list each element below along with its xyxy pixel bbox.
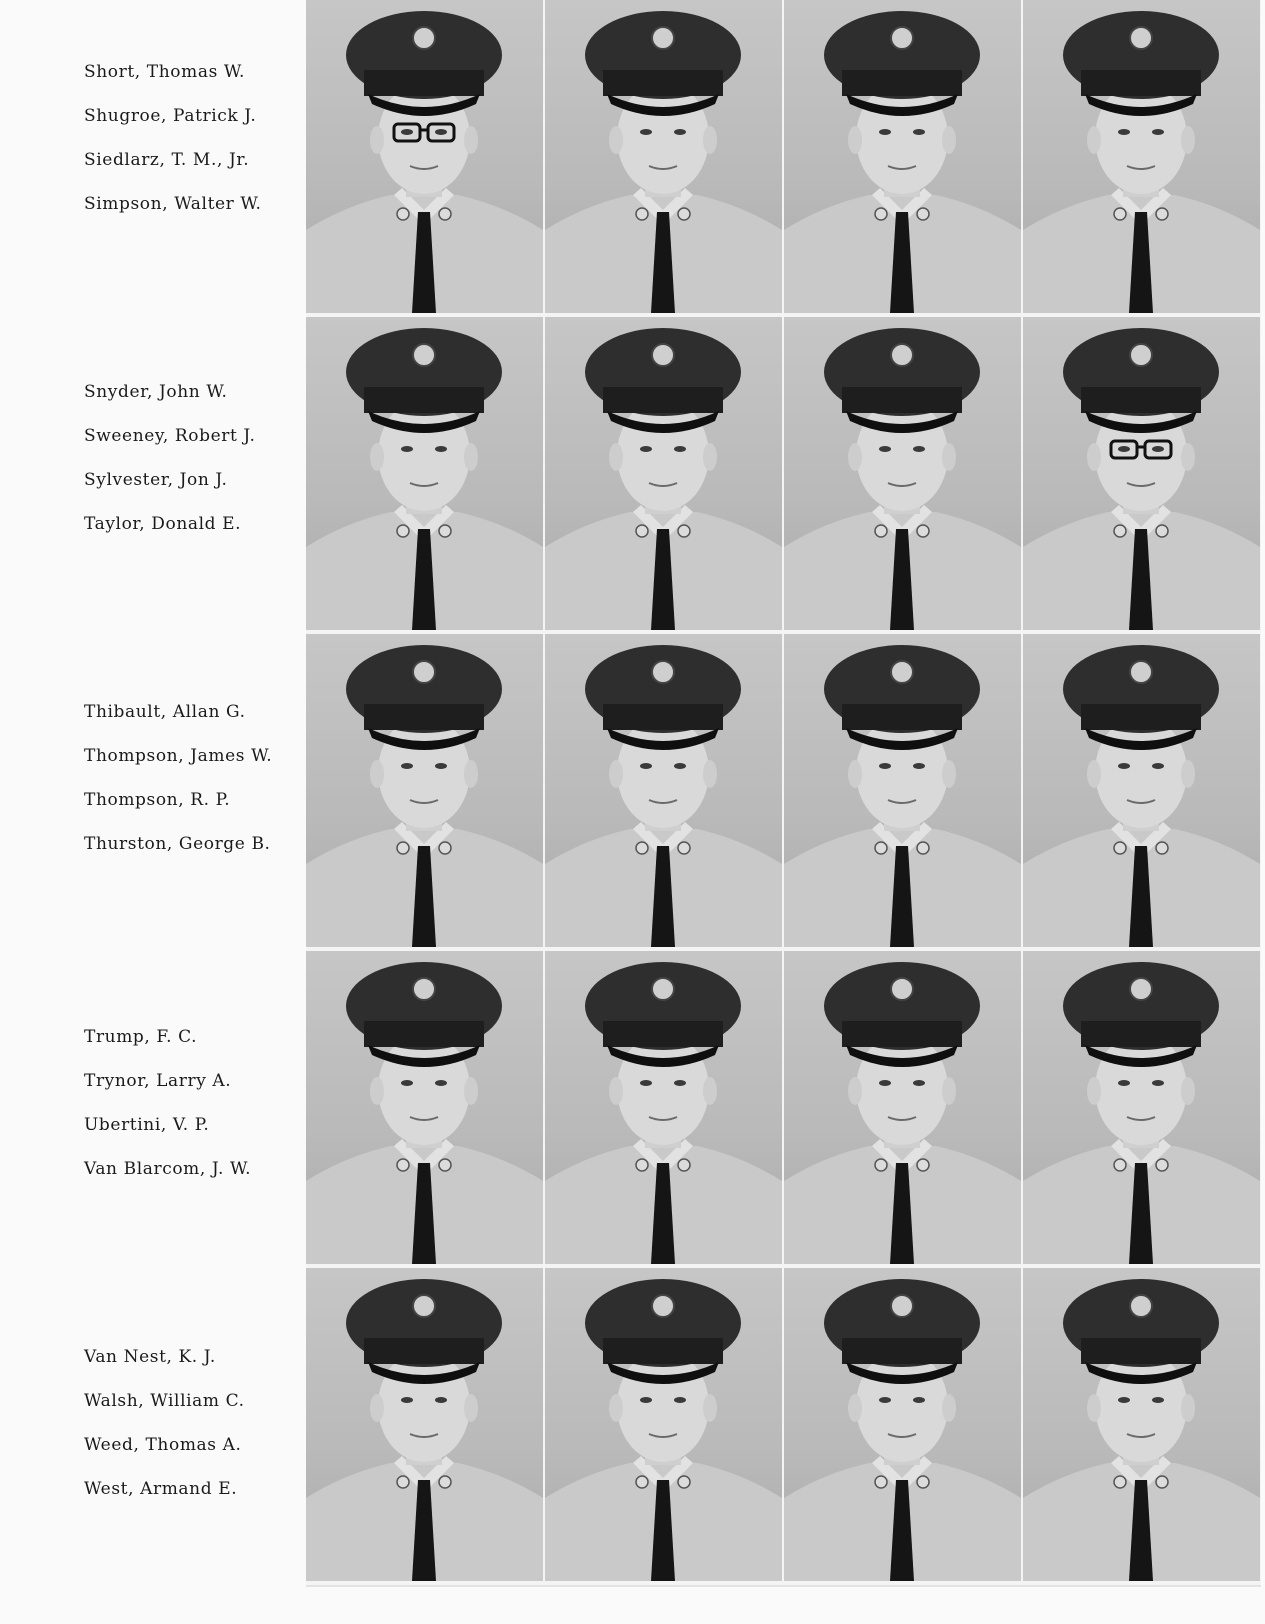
cap-band [1081,1338,1201,1364]
ear-shape [848,1394,862,1422]
name-label: Trump, F. C. [84,1027,198,1047]
name-label: Sweeney, Robert J. [84,426,256,446]
collar-insignia [397,1159,409,1171]
collar-insignia [1114,1476,1126,1488]
cap-badge [413,27,435,49]
cap-badge [413,1295,435,1317]
ear-shape [1181,1394,1195,1422]
name-label: Thompson, R. P. [84,790,231,810]
eye-shape [1118,129,1130,135]
cap-badge [413,344,435,366]
ear-shape [609,126,623,154]
ear-shape [370,1077,384,1105]
eye-shape [401,1080,413,1086]
portrait-photo [784,0,1021,313]
collar-insignia [875,1476,887,1488]
portrait-grid [306,0,1261,1585]
eye-shape [674,129,686,135]
eye-shape [879,763,891,769]
ear-shape [703,1394,717,1422]
eye-shape [913,1397,925,1403]
name-list-row-4 [84,1015,304,1191]
portrait-illustration [784,634,1021,947]
portrait-illustration [545,951,782,1264]
cap-band [842,704,962,730]
eye-shape [640,1397,652,1403]
cap-band [842,1021,962,1047]
portrait-illustration [1023,1268,1260,1581]
ear-shape [464,443,478,471]
eye-shape [435,1397,447,1403]
portrait-photo [784,634,1021,947]
name-label: Shugroe, Patrick J. [84,106,257,126]
ear-shape [942,760,956,788]
portrait-photo [1023,1268,1260,1581]
ear-shape [464,126,478,154]
ear-shape [1181,760,1195,788]
collar-insignia [1114,208,1126,220]
ear-shape [848,1077,862,1105]
portrait-photo [306,1268,543,1581]
collar-insignia [1156,208,1168,220]
cap-badge [891,1295,913,1317]
cap-band [603,1021,723,1047]
ear-shape [1181,443,1195,471]
eye-shape [435,446,447,452]
portrait-illustration [1023,317,1260,630]
eye-shape [913,446,925,452]
cap-badge [891,978,913,1000]
eye-shape [879,1080,891,1086]
ear-shape [464,1077,478,1105]
portrait-photo [545,317,782,630]
eye-shape [879,1397,891,1403]
eye-shape [879,446,891,452]
collar-insignia [678,842,690,854]
ear-shape [1087,1077,1101,1105]
collar-insignia [439,842,451,854]
collar-insignia [397,1476,409,1488]
collar-insignia [875,842,887,854]
name-label: Short, Thomas W. [84,62,246,82]
portrait-illustration [306,0,543,313]
ear-shape [942,1394,956,1422]
collar-insignia [1156,842,1168,854]
ear-shape [848,443,862,471]
eye-shape [674,1397,686,1403]
cap-band [842,387,962,413]
portrait-illustration [306,1268,543,1581]
name-label: West, Armand E. [84,1479,238,1499]
eye-shape [1118,1397,1130,1403]
portrait-illustration [1023,951,1260,1264]
page-edge-divider [306,1585,1261,1587]
eye-shape [1118,446,1130,452]
collar-insignia [1114,842,1126,854]
portrait-illustration [784,1268,1021,1581]
cap-band [364,387,484,413]
collar-insignia [1156,525,1168,537]
ear-shape [464,760,478,788]
eye-shape [1152,1397,1164,1403]
eye-shape [1118,763,1130,769]
eye-shape [401,763,413,769]
portrait-illustration [306,317,543,630]
collar-insignia [917,842,929,854]
cap-band [1081,704,1201,730]
collar-insignia [636,842,648,854]
name-label: Van Nest, K. J. [84,1347,216,1367]
ear-shape [370,126,384,154]
cap-band [603,387,723,413]
cap-badge [1130,661,1152,683]
portrait-photo [306,317,543,630]
cap-band [364,704,484,730]
collar-insignia [1156,1476,1168,1488]
eye-shape [674,1080,686,1086]
name-label: Thompson, James W. [84,746,273,766]
cap-band [364,1021,484,1047]
cap-badge [413,661,435,683]
cap-badge [891,27,913,49]
eye-shape [674,446,686,452]
collar-insignia [875,525,887,537]
ear-shape [370,443,384,471]
portrait-photo [1023,951,1260,1264]
collar-insignia [636,208,648,220]
name-label: Simpson, Walter W. [84,194,262,214]
eye-shape [913,129,925,135]
cap-band [603,704,723,730]
name-label: Snyder, John W. [84,382,228,402]
portrait-illustration [545,0,782,313]
collar-insignia [636,1159,648,1171]
eye-shape [640,1080,652,1086]
collar-insignia [439,208,451,220]
portrait-photo [784,1268,1021,1581]
collar-insignia [397,842,409,854]
portrait-photo [784,317,1021,630]
eye-shape [1152,763,1164,769]
ear-shape [1087,126,1101,154]
cap-badge [652,661,674,683]
cap-badge [1130,1295,1152,1317]
portrait-illustration [784,951,1021,1264]
cap-badge [652,27,674,49]
portrait-illustration [784,0,1021,313]
collar-insignia [636,525,648,537]
name-label: Thurston, George B. [84,834,271,854]
cap-band [1081,70,1201,96]
portrait-photo [545,1268,782,1581]
cap-badge [1130,978,1152,1000]
portrait-illustration [545,634,782,947]
collar-insignia [917,1476,929,1488]
ear-shape [464,1394,478,1422]
name-label: Trynor, Larry A. [84,1071,232,1091]
collar-insignia [678,1159,690,1171]
eye-shape [913,763,925,769]
ear-shape [1087,760,1101,788]
eye-shape [674,763,686,769]
name-list-row-5 [84,1335,304,1511]
portrait-photo [306,634,543,947]
ear-shape [942,126,956,154]
ear-shape [703,1077,717,1105]
eye-shape [1152,1080,1164,1086]
collar-insignia [636,1476,648,1488]
ear-shape [609,760,623,788]
collar-insignia [875,208,887,220]
collar-insignia [875,1159,887,1171]
collar-insignia [1156,1159,1168,1171]
portrait-illustration [1023,634,1260,947]
cap-badge [652,1295,674,1317]
name-list-row-2 [84,370,304,546]
collar-insignia [678,1476,690,1488]
portrait-illustration [545,1268,782,1581]
ear-shape [609,1077,623,1105]
cap-band [364,70,484,96]
collar-insignia [917,1159,929,1171]
name-label: Siedlarz, T. M., Jr. [84,150,250,170]
cap-badge [652,978,674,1000]
name-label: Van Blarcom, J. W. [84,1159,252,1179]
portrait-illustration [306,951,543,1264]
eye-shape [401,1397,413,1403]
eye-shape [1152,446,1164,452]
ear-shape [942,1077,956,1105]
cap-badge [1130,344,1152,366]
portrait-photo [545,951,782,1264]
portrait-photo [1023,0,1260,313]
ear-shape [703,760,717,788]
collar-insignia [439,1476,451,1488]
eye-shape [640,129,652,135]
name-label: Walsh, William C. [84,1391,245,1411]
collar-insignia [917,208,929,220]
eye-shape [1118,1080,1130,1086]
cap-band [603,70,723,96]
portrait-photo [306,0,543,313]
ear-shape [370,1394,384,1422]
ear-shape [609,443,623,471]
cap-badge [413,978,435,1000]
name-label: Taylor, Donald E. [84,514,242,534]
cap-badge [891,344,913,366]
eye-shape [435,763,447,769]
name-list-row-1 [84,50,304,226]
ear-shape [370,760,384,788]
cap-band [364,1338,484,1364]
ear-shape [609,1394,623,1422]
portrait-photo [784,951,1021,1264]
name-label: Weed, Thomas A. [84,1435,242,1455]
cap-badge [1130,27,1152,49]
portrait-illustration [784,317,1021,630]
cap-band [842,1338,962,1364]
portrait-illustration [306,634,543,947]
cap-badge [891,661,913,683]
cap-band [1081,1021,1201,1047]
ear-shape [1181,126,1195,154]
cap-band [842,70,962,96]
portrait-photo [306,951,543,1264]
ear-shape [1087,443,1101,471]
eye-shape [913,1080,925,1086]
name-label: Ubertini, V. P. [84,1115,210,1135]
cap-badge [652,344,674,366]
ear-shape [703,443,717,471]
eye-shape [435,129,447,135]
portrait-illustration [545,317,782,630]
name-label: Thibault, Allan G. [84,702,246,722]
cap-band [603,1338,723,1364]
ear-shape [1087,1394,1101,1422]
eye-shape [640,446,652,452]
portrait-photo [545,634,782,947]
collar-insignia [397,208,409,220]
name-label: Sylvester, Jon J. [84,470,228,490]
eye-shape [401,129,413,135]
eye-shape [1152,129,1164,135]
name-list-row-3 [84,690,304,866]
collar-insignia [439,1159,451,1171]
collar-insignia [439,525,451,537]
eye-shape [879,129,891,135]
ear-shape [1181,1077,1195,1105]
portrait-photo [1023,317,1260,630]
ear-shape [703,126,717,154]
ear-shape [848,760,862,788]
ear-shape [942,443,956,471]
eye-shape [401,446,413,452]
collar-insignia [678,208,690,220]
portrait-photo [545,0,782,313]
portrait-illustration [1023,0,1260,313]
cap-band [1081,387,1201,413]
ear-shape [848,126,862,154]
collar-insignia [1114,1159,1126,1171]
collar-insignia [397,525,409,537]
collar-insignia [917,525,929,537]
eye-shape [435,1080,447,1086]
collar-insignia [1114,525,1126,537]
portrait-photo [1023,634,1260,947]
eye-shape [640,763,652,769]
collar-insignia [678,525,690,537]
